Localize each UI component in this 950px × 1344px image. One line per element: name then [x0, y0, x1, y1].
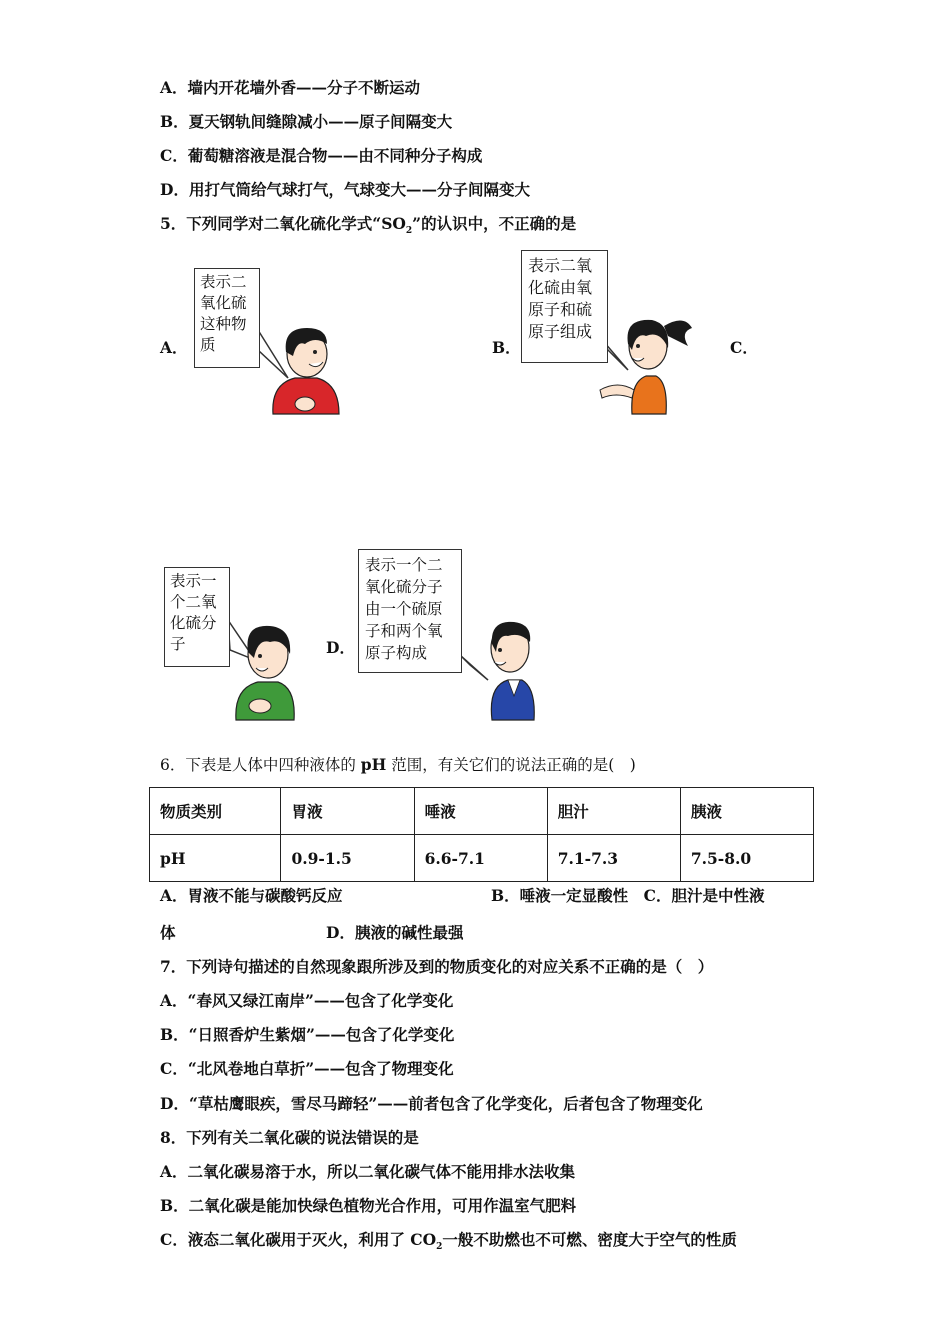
q8-stem: 8．下列有关二氧化碳的说法错误的是: [160, 1128, 419, 1147]
table-header-cell: 物质类别: [150, 788, 281, 835]
q6-option-c-continued: 体: [160, 923, 176, 942]
q6-stem-suffix: 范围，有关它们的说法正确的是( ): [386, 756, 636, 774]
girl-orange-shirt-illustration: [598, 306, 708, 416]
q6-option-a: A．胃液不能与碳酸钙反应: [160, 886, 343, 905]
ph-table: [149, 787, 814, 882]
table-cell: 7.1-7.3: [547, 835, 680, 882]
q8-option-b: B．二氧化碳是能加快绿色植物光合作用，可用作温室气肥料: [160, 1196, 577, 1215]
q5-stem-subscript: 2: [405, 226, 413, 237]
q5-stem: [160, 214, 576, 241]
table-header-row: [150, 788, 814, 835]
q4-option-b: B．夏天钢轨间缝隙减小——原子间隔变大: [160, 112, 453, 131]
table-cell: 7.5-8.0: [680, 835, 813, 882]
q5-label-a: A．: [160, 338, 188, 357]
q7-option-b: B．“日照香炉生紫烟”——包含了化学变化: [160, 1025, 455, 1044]
table-cell: 6.6-7.1: [414, 835, 547, 882]
boy-green-shirt-illustration: [226, 618, 306, 723]
q4-option-a: A．墙内开花墙外香——分子不断运动: [160, 78, 421, 97]
q4-option-c: C．葡萄糖溶液是混合物——由不同种分子构成: [160, 146, 483, 165]
q6-option-d: D．胰液的碱性最强: [326, 923, 464, 942]
q8-option-c-subscript: 2: [436, 1242, 443, 1253]
q7-option-a: A．“春风又绿江南岸”——包含了化学变化: [160, 991, 454, 1010]
speech-bubble-b: 表示二氧 化硫由氧 原子和硫 原子组成: [521, 250, 608, 363]
table-header-cell: 胰液: [680, 788, 813, 835]
table-header-cell: 胆汁: [547, 788, 680, 835]
q5-label-c: C．: [730, 338, 758, 357]
q4-option-d: D．用打气筒给气球打气，气球变大——分子间隔变大: [160, 180, 530, 199]
q6-stem-prefix: 6．下表是人体中四种液体的: [160, 756, 361, 774]
q6-stem: [160, 755, 636, 775]
q5-stem-prefix: 5．下列同学对二氧化硫化学式“SO: [160, 214, 406, 233]
q8-option-c-prefix: C．液态二氧化碳用于灭火，利用了 CO: [160, 1230, 437, 1249]
q7-option-d: D．“草枯鹰眼疾，雪尽马蹄轻”——前者包含了化学变化，后者包含了物理变化: [160, 1094, 703, 1113]
q6-option-bc: B．唾液一定显酸性 C．胆汁是中性液: [491, 886, 765, 905]
man-blue-shirt-illustration: [474, 612, 544, 722]
table-header-cell: 唾液: [414, 788, 547, 835]
table-cell: 0.9-1.5: [281, 835, 414, 882]
speech-bubble-c: 表示一 个二氧 化硫分 子: [164, 567, 230, 667]
q8-option-a: A．二氧化碳易溶于水，所以二氧化碳气体不能用排水法收集: [160, 1162, 576, 1181]
figure-d-tail: [0, 0, 1, 1]
table-row: [150, 835, 814, 882]
q5-label-d: D．: [326, 638, 355, 657]
q5-stem-suffix: ”的认识中，不正确的是: [412, 214, 577, 233]
speech-bubble-d: 表示一个二 氧化硫分子 由一个硫原 子和两个氧 原子构成: [358, 549, 462, 673]
q5-label-b: B．: [492, 338, 521, 357]
speech-bubble-a: 表示二 氧化硫 这种物 质: [194, 268, 260, 368]
boy-red-shirt-illustration: [265, 322, 345, 417]
q7-option-c: C．“北风卷地白草折”——包含了物理变化: [160, 1059, 454, 1078]
table-header-cell: 胃液: [281, 788, 414, 835]
q6-stem-ph: pH: [360, 755, 387, 774]
q7-stem: 7．下列诗句描述的自然现象跟所涉及到的物质变化的对应关系不正确的是（ ）: [160, 957, 714, 976]
q8-option-c: [160, 1230, 737, 1257]
q8-option-c-suffix: 一般不助燃也不可燃、密度大于空气的性质: [442, 1230, 737, 1249]
table-cell: pH: [150, 835, 281, 882]
